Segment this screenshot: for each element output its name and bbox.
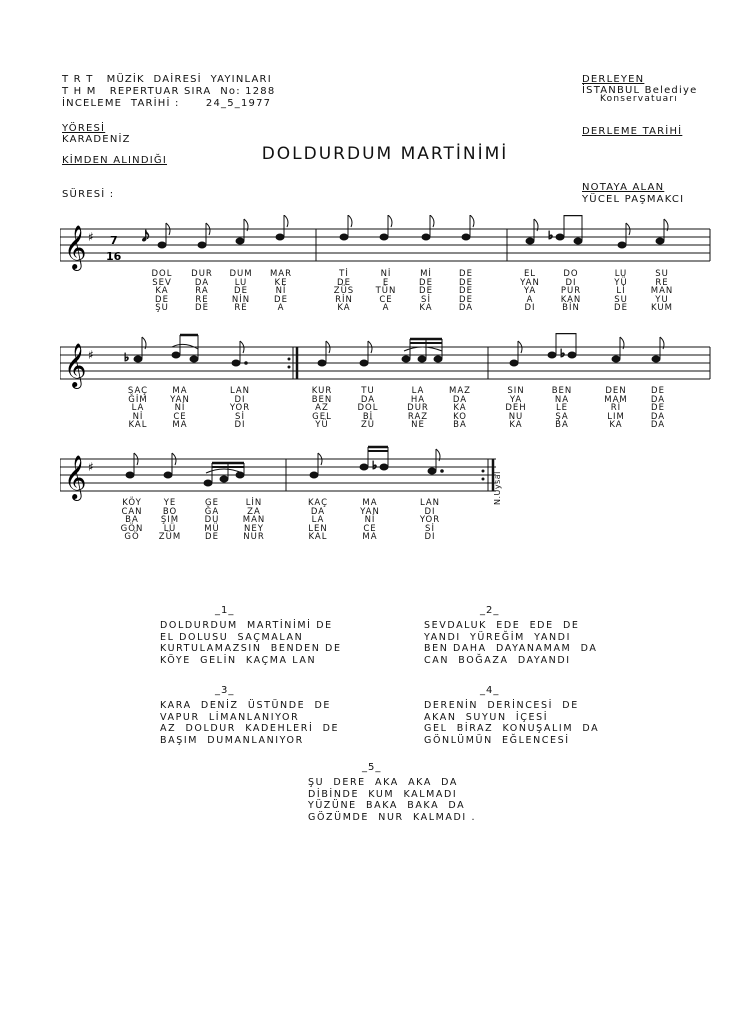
syllable-column: Mİ DE DE Sİ KA	[419, 269, 433, 314]
syllable-column: LAN DI YOR Sİ DI	[419, 498, 441, 543]
syllable-column: KAÇ DA LA LEN KAL	[307, 498, 329, 543]
notes-system-2	[124, 333, 664, 366]
svg-text:♭: ♭	[372, 459, 378, 472]
svg-text:♭: ♭	[560, 347, 566, 360]
syllable-column: Tİ DE ZÜS RİN KA	[333, 269, 355, 314]
syllable-column: MAR KE Nİ DE A	[269, 269, 293, 314]
syllable-column: DUM LU DE NİN RE	[229, 269, 253, 314]
svg-text:♭: ♭	[548, 229, 554, 242]
verse-number: _4_	[480, 685, 500, 696]
verse-text: KARA DENİZ ÜSTÜNDE DE VAPUR LİMANLANIYOR AZ DOLDUR KADEHLERİ DE BAŞIM DUMANLANIYOR	[160, 700, 340, 746]
notation-label: NOTAYA ALAN	[582, 182, 665, 193]
key-sharp-icon: ♯	[88, 348, 94, 362]
notation-value: YÜCEL PAŞMAKCI	[582, 194, 685, 205]
notes-system-1	[142, 215, 668, 248]
duration-label: SÜRESİ :	[62, 189, 115, 200]
staff-system-2	[60, 333, 720, 393]
syllable-column: SU RE MAN YU KUM	[650, 269, 674, 314]
syllable-column: MAZ DA KA KO BA	[449, 386, 471, 431]
verse-text: DOLDURDUM MARTİNİMİ DE EL DOLUSU SAÇMALAN KURTULAMAZSIN BENDEN DE KÖYE GELİN KAÇMA LAN	[160, 620, 342, 666]
verse-number: _2_	[480, 605, 500, 616]
syllable-column: DE DA DE DA DA	[650, 386, 666, 431]
compile-date-label: DERLEME TARİHİ	[582, 126, 683, 137]
region-label: YÖRESİ	[62, 123, 106, 134]
verse-text: DERENİN DERİNCESİ DE AKAN SUYUN İÇESİ GEL BİRAZ KONUŞALIM DA GÖNLÜMÜN EĞLENCESİ	[424, 700, 600, 746]
syllable-column: GE ĞA DU MÜ DE	[204, 498, 220, 543]
syllable-column: MA YAN Nİ CE MA	[170, 386, 190, 431]
song-title: DOLDURDUM MARTİNİMİ	[261, 144, 509, 164]
source-label: KİMDEN ALINDIĞI	[62, 155, 168, 166]
svg-text:♭: ♭	[124, 351, 130, 364]
staff-system-3	[60, 445, 520, 505]
compiler-value-line1: İSTANBUL Belediye	[582, 85, 698, 96]
header-publisher: T R T MÜZİK DAİRESİ YAYINLARI	[62, 74, 272, 85]
header-review-date: İNCELEME TARİHİ : 24_5_1977	[62, 98, 272, 109]
verse-number: _1_	[215, 605, 235, 616]
grace-note-icon: 𝅘𝅥𝅮	[142, 229, 150, 245]
syllable-column: LİN ZA MAN NEY NUR	[242, 498, 266, 543]
verse-number: _5_	[362, 762, 382, 773]
key-sharp-icon: ♯	[88, 460, 94, 474]
transcriber-signature: N.Uysal	[493, 471, 502, 505]
syllable-column: KÖY CAN BA GÖN GÖ	[120, 498, 144, 543]
syllable-column: KUR BEN AZ GEL YÜ	[311, 386, 333, 431]
syllable-column: Nİ E TÜN CE A	[375, 269, 397, 314]
syllable-column: MA YAN Nİ CE MA	[360, 498, 380, 543]
syllable-column: DEN MAM Rİ LIM KA	[604, 386, 628, 431]
time-signature-top: 7	[110, 234, 118, 247]
syllable-column: TU DA DOL Bİ ZÜ	[357, 386, 379, 431]
treble-clef-icon: 𝄞	[64, 225, 87, 269]
header-repertoire-number: T H M REPERTUAR SIRA No: 1288	[62, 86, 276, 97]
syllable-column: SAÇ ĞİM LA Nİ KAL	[127, 386, 149, 431]
syllable-column: LU YÜ Lİ SU DE	[614, 269, 628, 314]
staff-system-1	[60, 215, 720, 275]
compiler-label: DERLEYEN	[582, 74, 645, 85]
compiler-value-line2: Konservatuarı	[600, 94, 678, 104]
treble-clef-icon: 𝄞	[64, 455, 87, 499]
syllable-column: BEN NA LE ŞA BA	[551, 386, 573, 431]
syllable-column: DOL SEV KA DE ŞU	[151, 269, 173, 314]
key-sharp-icon: ♯	[88, 230, 94, 244]
syllable-column: LAN DI YOR Sİ DI	[229, 386, 251, 431]
syllable-column: YE BO ŞIM LÜ ZÜM	[158, 498, 182, 543]
syllable-column: DO DI PUR KAN BİN	[560, 269, 582, 314]
verse-text: ŞU DERE AKA AKA DA DİBİNDE KUM KALMADI YÜZÜNE BAKA BAKA DA GÖZÜMDE NUR KALMADI .	[308, 777, 477, 823]
verse-number: _3_	[215, 685, 235, 696]
syllable-column: SIN YA DEH NU KA	[505, 386, 527, 431]
region-value: KARADENİZ	[62, 134, 131, 145]
verse-text: SEVDALUK EDE EDE DE YANDI YÜREĞİM YANDI BEN DAHA DAYANAMAM DA CAN BOĞAZA DAYANDI	[424, 620, 598, 666]
syllable-column: DUR DA RA RE DE	[191, 269, 213, 314]
time-signature-bottom: 16	[106, 250, 122, 263]
syllable-column: DE DE DE DE DA	[458, 269, 474, 314]
treble-clef-icon: 𝄞	[64, 343, 87, 387]
syllable-column: LA HA DUR RAZ NE	[407, 386, 429, 431]
syllable-column: EL YAN YA A DI	[520, 269, 540, 314]
